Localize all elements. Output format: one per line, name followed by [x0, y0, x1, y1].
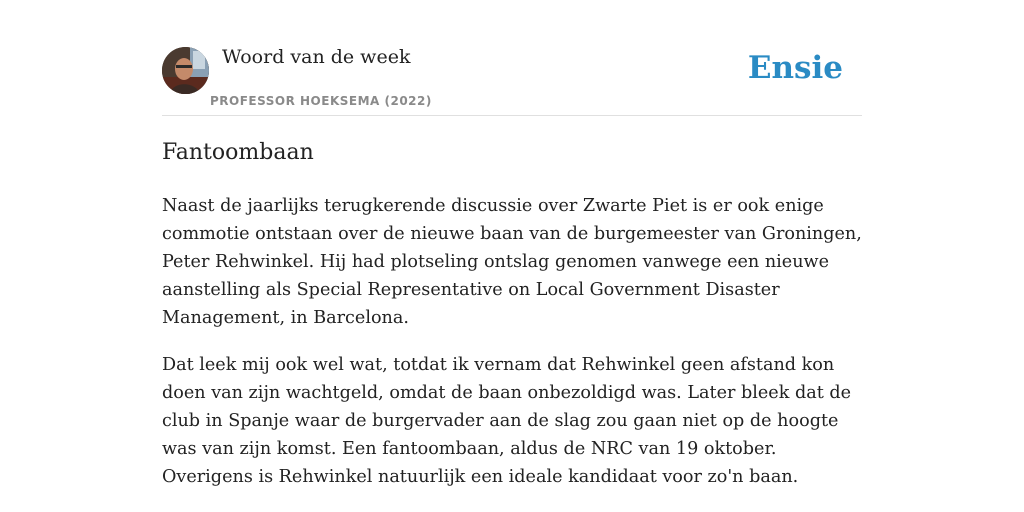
author-byline[interactable]: PROFESSOR HOEKSEMA (2022): [210, 94, 432, 108]
series-title[interactable]: Woord van de week: [222, 46, 411, 68]
avatar-photo: [162, 47, 209, 94]
article-paragraph: Dat leek mij ook wel wat, totdat ik vernam dat Rehwinkel geen afstand kon doen van zijn wachtgeld, omdat de baan onbezoldigd was. Later bleek dat de club in Spanje waar de burgervader aan de slag zou gaan niet op de hoogte was van zijn komst. Een fantoombaan, aldus de NRC van 19 oktober. Overigens is Rehwinkel natuurlijk een ideale kandidaat voor zo'n baan.: [162, 355, 852, 487]
header-divider: [162, 115, 862, 116]
article-body: [162, 192, 864, 510]
brand-logo[interactable]: Ensie: [747, 50, 843, 86]
author-avatar: [162, 47, 209, 94]
article-paragraph: Naast de jaarlijks terugkerende discussie over Zwarte Piet is er ook enige commotie ontstaan over de nieuwe baan van de burgemeester van Groningen, Peter Rehwinkel. Hij had plotseling ontslag genomen vanwege een nieuwe aanstelling als Special Representative on Local Government Disaster Management, in Barcelona.: [162, 196, 862, 328]
word-title: Fantoombaan: [162, 140, 314, 165]
